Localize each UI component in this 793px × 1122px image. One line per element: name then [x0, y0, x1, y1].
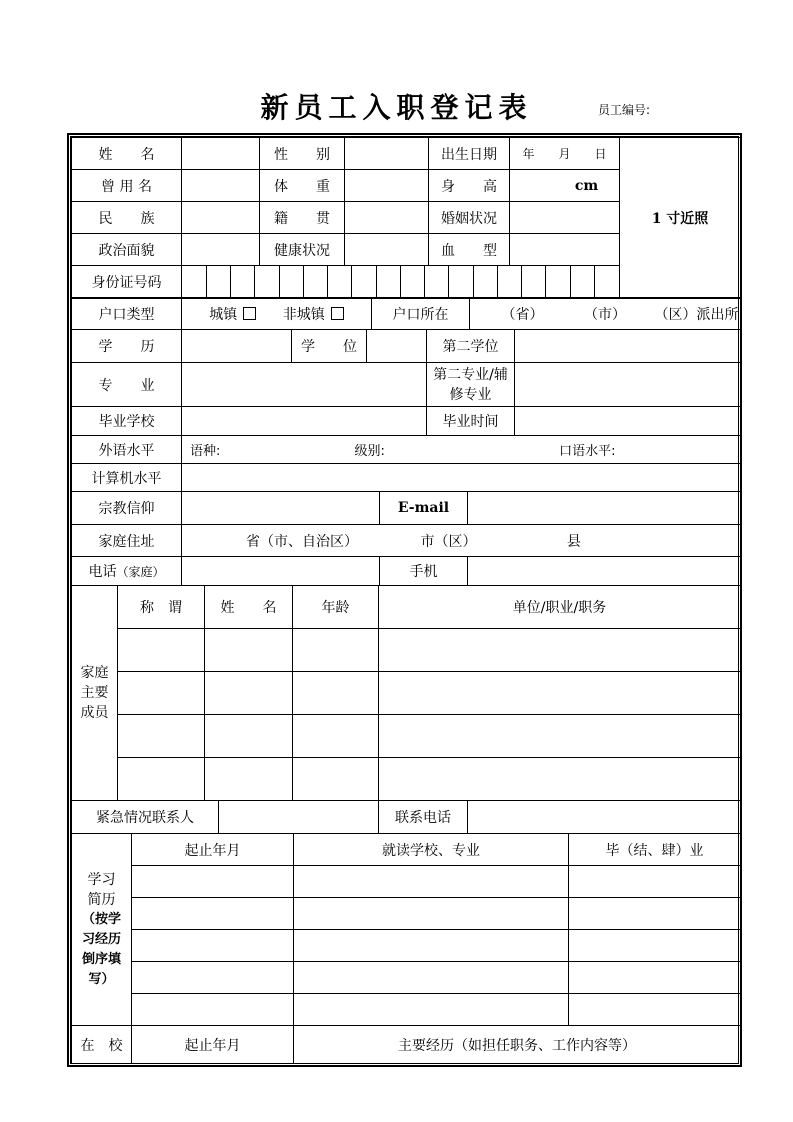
id-digit-grid	[182, 266, 619, 298]
former-name-field[interactable]	[182, 170, 260, 202]
study-cell[interactable]	[294, 898, 569, 930]
language-label: 外语水平	[72, 436, 182, 464]
id-digit[interactable]	[328, 266, 352, 298]
political-field[interactable]	[182, 234, 260, 266]
study-cell[interactable]	[294, 962, 569, 994]
campus-experience: 主要经历（如担任职务、工作内容等）	[294, 1026, 741, 1064]
table-row	[72, 715, 741, 758]
employee-number-label: 员工编号:	[598, 103, 651, 117]
native-label: 籍 贯	[260, 202, 345, 234]
hukou-location-field[interactable]	[470, 298, 741, 330]
id-digit[interactable]	[206, 266, 230, 298]
email-label: E-mail	[380, 492, 468, 525]
table-row	[72, 898, 741, 930]
id-number-label: 身份证号码	[72, 266, 182, 299]
id-digit[interactable]	[352, 266, 376, 298]
religion-field[interactable]	[182, 492, 380, 525]
emergency-phone-field[interactable]	[468, 801, 741, 834]
table-row	[72, 930, 741, 962]
emergency-table	[71, 800, 741, 834]
second-major-field[interactable]	[515, 363, 741, 407]
study-label: 学习简历	[87, 871, 116, 908]
hukou-location-label: 户口所在	[372, 298, 470, 330]
id-digit[interactable]	[522, 266, 546, 298]
home-phone-label	[72, 557, 182, 586]
table-row	[72, 994, 741, 1026]
address-field[interactable]	[182, 525, 741, 557]
political-label: 政治面貌	[72, 234, 182, 266]
id-digit[interactable]	[497, 266, 521, 298]
family-cell[interactable]	[379, 758, 741, 801]
home-phone-text: 电话	[88, 564, 117, 580]
study-cell[interactable]	[569, 994, 741, 1026]
family-cell[interactable]	[293, 715, 379, 758]
study-note: （按学习经历倒序填写）	[81, 911, 121, 987]
hukou-type-label: 户口类型	[72, 298, 182, 330]
second-major-label: 第二专业/辅修专业	[427, 363, 515, 407]
id-digit[interactable]	[279, 266, 303, 298]
height-field[interactable]	[510, 170, 620, 202]
religion-label: 宗教信仰	[72, 492, 182, 525]
id-digit[interactable]	[303, 266, 327, 298]
language-field[interactable]	[182, 436, 741, 464]
study-cell[interactable]	[132, 930, 294, 962]
gender-label: 性 别	[260, 138, 345, 170]
family-col-name: 姓 名	[205, 586, 293, 629]
family-cell[interactable]	[293, 672, 379, 715]
campus-table	[71, 1025, 741, 1064]
family-cell[interactable]	[118, 672, 205, 715]
id-digit[interactable]	[449, 266, 473, 298]
weight-label: 体 重	[260, 170, 345, 202]
family-label: 家庭主要成员	[72, 586, 118, 801]
hukou-table	[71, 297, 741, 330]
study-cell[interactable]	[132, 866, 294, 898]
study-cell[interactable]	[294, 930, 569, 962]
marital-field[interactable]	[510, 202, 620, 234]
school-field[interactable]	[182, 407, 427, 436]
id-digit[interactable]	[400, 266, 424, 298]
health-field[interactable]	[345, 234, 429, 266]
family-cell[interactable]	[293, 758, 379, 801]
grad-time-label: 毕业时间	[427, 407, 515, 436]
grad-time-field[interactable]	[515, 407, 741, 436]
major-label: 专 业	[72, 363, 182, 407]
marital-label: 婚姻状况	[429, 202, 510, 234]
study-col-school: 就读学校、专业	[294, 834, 569, 866]
table-row	[72, 672, 741, 715]
family-cell[interactable]	[205, 629, 293, 672]
address-province: 省（市、自治区）	[246, 533, 358, 550]
misc-info-table	[71, 435, 741, 586]
height-label: 身 高	[429, 170, 510, 202]
address-city: 市（区）	[420, 533, 477, 550]
id-digit[interactable]	[255, 266, 279, 298]
health-label: 健康状况	[260, 234, 345, 266]
family-table	[71, 585, 741, 801]
study-cell[interactable]	[294, 866, 569, 898]
family-cell[interactable]	[118, 715, 205, 758]
study-cell[interactable]	[132, 962, 294, 994]
form-title: 新员工入职登记表	[260, 91, 533, 124]
hukou-city: （市）	[584, 306, 626, 323]
photo-label: 1 寸近照	[651, 211, 709, 227]
address-county: 县	[566, 533, 581, 550]
second-degree-label: 第二学位	[427, 330, 515, 363]
family-cell[interactable]	[205, 758, 293, 801]
birth-field[interactable]: 年 月 日	[510, 138, 620, 170]
language-level: 级别:	[354, 444, 385, 459]
table-row	[72, 866, 741, 898]
blood-field[interactable]	[510, 234, 620, 266]
weight-field[interactable]	[345, 170, 429, 202]
id-number-field[interactable]	[182, 266, 620, 299]
study-cell[interactable]	[569, 898, 741, 930]
mobile-field[interactable]	[468, 557, 741, 586]
study-cell[interactable]	[132, 994, 294, 1026]
hukou-district: （区）派出所	[654, 306, 739, 323]
computer-label: 计算机水平	[72, 464, 182, 492]
id-digit[interactable]	[425, 266, 449, 298]
name-label: 姓 名	[72, 138, 182, 170]
emergency-phone-label: 联系电话	[379, 801, 468, 834]
family-cell[interactable]	[118, 758, 205, 801]
table-row	[72, 962, 741, 994]
computer-field[interactable]	[182, 464, 741, 492]
blood-label: 血 型	[429, 234, 510, 266]
study-col-status: 毕（结、肆）业	[569, 834, 741, 866]
home-phone-field[interactable]	[182, 557, 380, 586]
study-cell[interactable]	[569, 866, 741, 898]
study-label-cell	[72, 834, 132, 1026]
emergency-label: 紧急情况联系人	[72, 801, 219, 834]
study-cell[interactable]	[132, 898, 294, 930]
id-digit[interactable]	[570, 266, 594, 298]
name-field[interactable]	[182, 138, 260, 170]
education-table	[71, 329, 741, 436]
birth-label: 出生日期	[429, 138, 510, 170]
urban-label: 城镇	[209, 306, 238, 323]
family-cell[interactable]	[379, 672, 741, 715]
home-phone-note: （家庭）	[116, 565, 165, 579]
mobile-label: 手机	[380, 557, 468, 586]
ethnicity-label: 民 族	[72, 202, 182, 234]
degree-level-field[interactable]	[182, 330, 292, 363]
degree-label: 学 位	[292, 330, 367, 363]
family-col-relation: 称 谓	[118, 586, 205, 629]
family-col-work: 单位/职业/职务	[379, 586, 741, 629]
family-cell[interactable]	[205, 672, 293, 715]
photo-box[interactable]	[620, 138, 741, 299]
family-cell[interactable]	[205, 715, 293, 758]
language-oral: 口语水平:	[559, 444, 616, 459]
id-digit[interactable]	[595, 266, 619, 298]
degree-level-label: 学 历	[72, 330, 182, 363]
form-inner-border	[70, 136, 739, 1064]
study-cell[interactable]	[569, 930, 741, 962]
rural-label: 非城镇	[282, 306, 325, 323]
study-col-period: 起止年月	[132, 834, 294, 866]
study-cell[interactable]	[569, 962, 741, 994]
hukou-type-options	[182, 298, 372, 330]
family-cell[interactable]	[293, 629, 379, 672]
rural-checkbox[interactable]	[331, 307, 344, 320]
address-label: 家庭住址	[72, 525, 182, 557]
email-field[interactable]	[468, 492, 741, 525]
height-unit: cm	[574, 177, 599, 194]
school-label: 毕业学校	[72, 407, 182, 436]
native-field[interactable]	[345, 202, 429, 234]
degree-field[interactable]	[367, 330, 427, 363]
id-digit[interactable]	[376, 266, 400, 298]
study-cell[interactable]	[294, 994, 569, 1026]
table-row	[72, 758, 741, 801]
id-digit[interactable]	[231, 266, 255, 298]
major-field[interactable]	[182, 363, 427, 407]
family-cell[interactable]	[118, 629, 205, 672]
ethnicity-field[interactable]	[182, 202, 260, 234]
hukou-province: （省）	[501, 306, 544, 323]
study-table	[71, 833, 741, 1026]
id-digit[interactable]	[182, 266, 206, 298]
second-degree-field[interactable]	[515, 330, 741, 363]
emergency-field[interactable]	[219, 801, 379, 834]
family-col-age: 年龄	[293, 586, 379, 629]
id-digit[interactable]	[473, 266, 497, 298]
id-digit[interactable]	[546, 266, 570, 298]
campus-label: 在 校	[72, 1026, 132, 1064]
campus-period: 起止年月	[132, 1026, 294, 1064]
former-name-label: 曾 用 名	[72, 170, 182, 202]
family-cell[interactable]	[379, 715, 741, 758]
family-cell[interactable]	[379, 629, 741, 672]
basic-info-table	[71, 137, 741, 299]
table-row	[72, 629, 741, 672]
language-kind: 语种:	[190, 444, 221, 459]
urban-checkbox[interactable]	[243, 307, 256, 320]
gender-field[interactable]	[345, 138, 429, 170]
